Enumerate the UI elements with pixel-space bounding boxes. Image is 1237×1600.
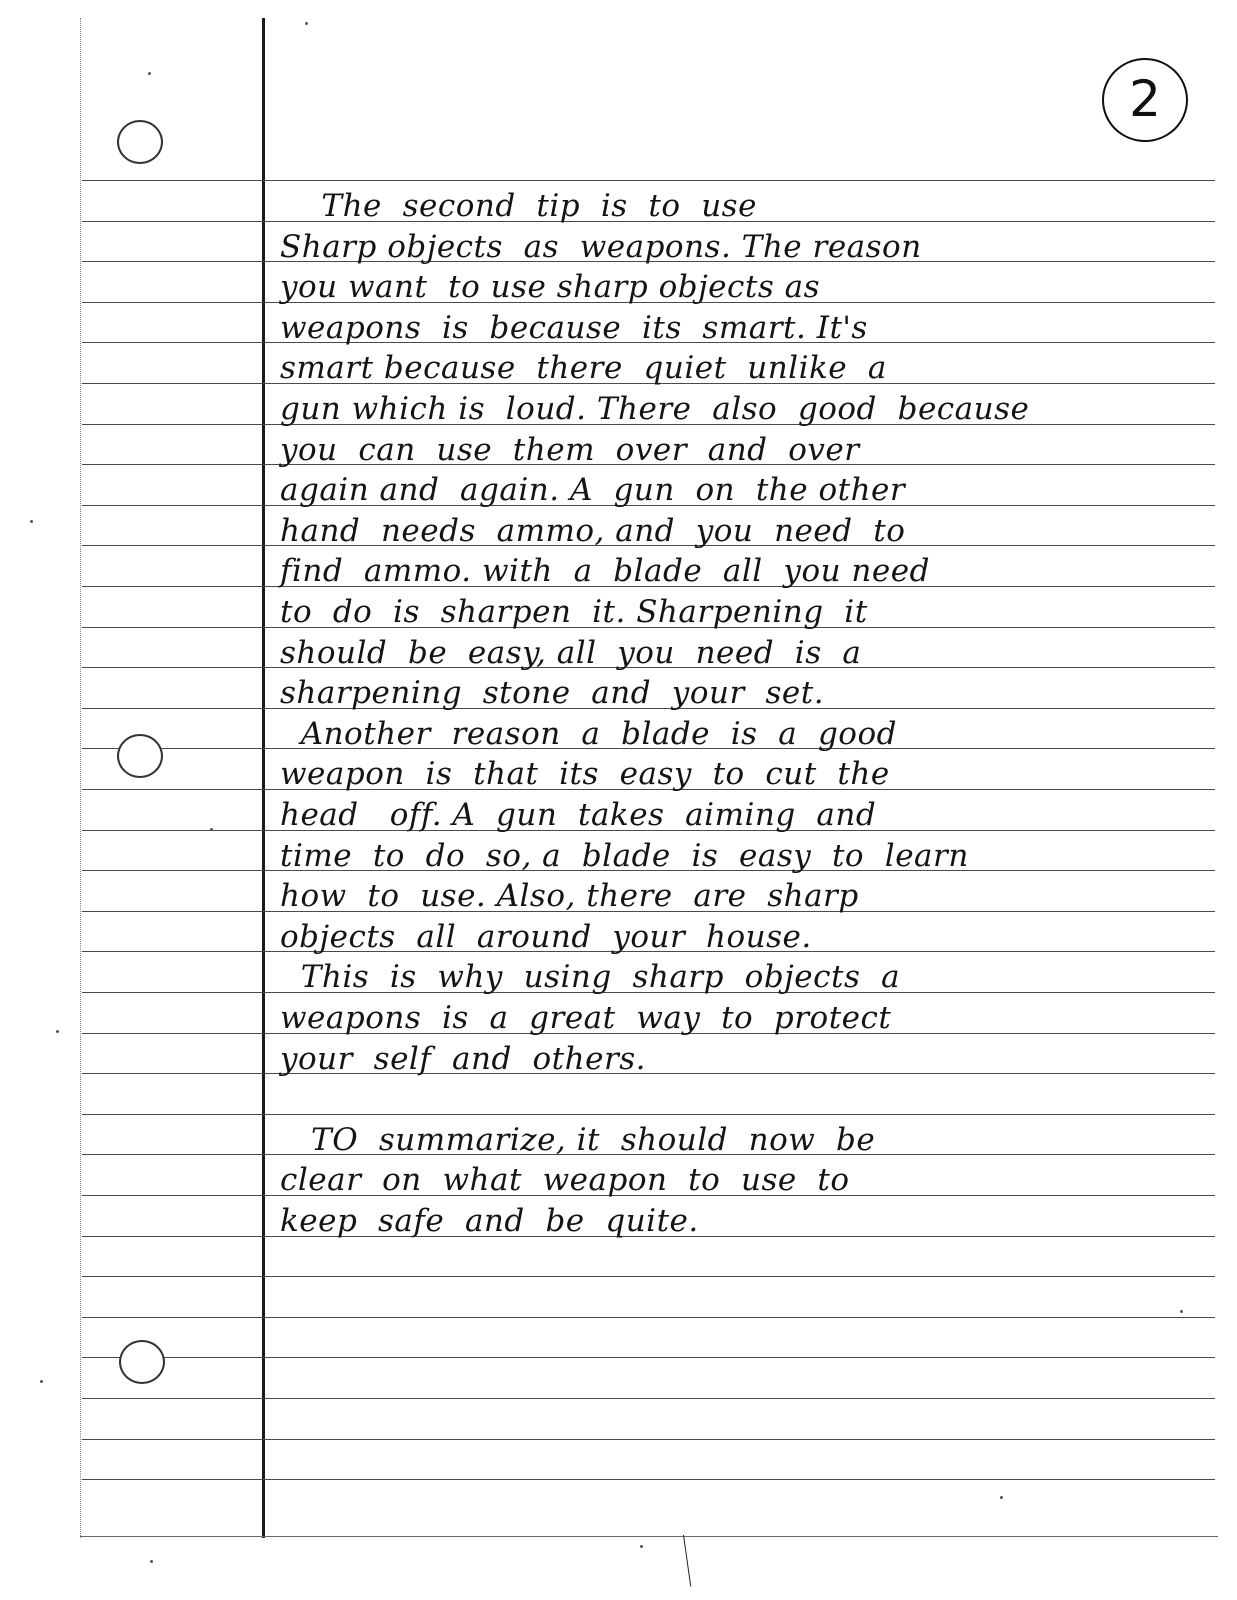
ruled-line [82,1439,1215,1440]
scan-speck [210,828,213,831]
scan-speck [640,1545,643,1548]
ruled-line [82,1114,1215,1115]
essay-line: clear on what weapon to use to [280,1162,850,1199]
essay-line: Another reason a blade is a good [280,715,897,752]
binder-hole-bottom [119,1340,165,1384]
scan-speck [40,1380,43,1383]
essay-line: sharpening stone and your set. [280,675,825,712]
essay-line: how to use. Also, there are sharp [280,878,859,915]
essay-line: should be easy, all you need is a [280,634,862,671]
ruled-line [82,1357,1215,1358]
scan-speck [30,520,33,523]
essay-line: TO summarize, it should now be [280,1121,876,1158]
essay-line: gun which is loud. There also good because [280,391,1030,427]
scan-speck [148,72,151,75]
scan-speck [1180,1310,1183,1313]
ruled-line [82,1479,1215,1480]
paper-bottom-edge [80,1536,1218,1537]
essay-line: hand needs ammo, and you need to [280,512,906,549]
essay-line: keep safe and be quite. [280,1203,699,1239]
essay-line: Sharp objects as weapons. The reason [280,228,922,265]
margin-line [262,18,265,1538]
essay-line: find ammo. with a blade all you need [280,553,930,590]
scan-speck [305,22,308,25]
essay-line: head off. A gun takes aiming and [280,797,877,833]
essay-line: weapons is a great way to protect [280,1000,892,1036]
page-number-circle [1102,58,1188,142]
stray-pen-mark [683,1535,691,1587]
paper-left-edge [80,18,81,1538]
binder-hole-top [117,120,163,164]
essay-line: to do is sharpen it. Sharpening it [280,594,868,630]
essay-line: you can use them over and over [280,431,860,468]
essay-line: you want to use sharp objects as [280,269,821,306]
page-number: 2 [1129,70,1161,128]
essay-line: your self and others. [280,1040,647,1077]
essay-line: The second tip is to use [280,188,757,224]
ruled-line [82,180,1215,181]
essay-line: time to do so, a blade is easy to learn [280,837,969,874]
essay-line: smart because there quiet unlike a [280,350,887,387]
essay-line: This is why using sharp objects a [280,959,901,996]
essay-line: objects all around your house. [280,918,812,955]
binder-hole-middle [117,734,163,778]
essay-line: again and again. A gun on the other [280,472,906,509]
ruled-line [82,1073,1215,1074]
essay-line: weapons is because its smart. It's [280,309,868,346]
scan-speck [150,1560,153,1563]
ruled-line [82,1398,1215,1399]
scan-speck [1000,1496,1003,1499]
ruled-line [82,1276,1215,1277]
ruled-line [82,1317,1215,1318]
scan-speck [56,1030,59,1033]
essay-line: weapon is that its easy to cut the [280,756,890,793]
